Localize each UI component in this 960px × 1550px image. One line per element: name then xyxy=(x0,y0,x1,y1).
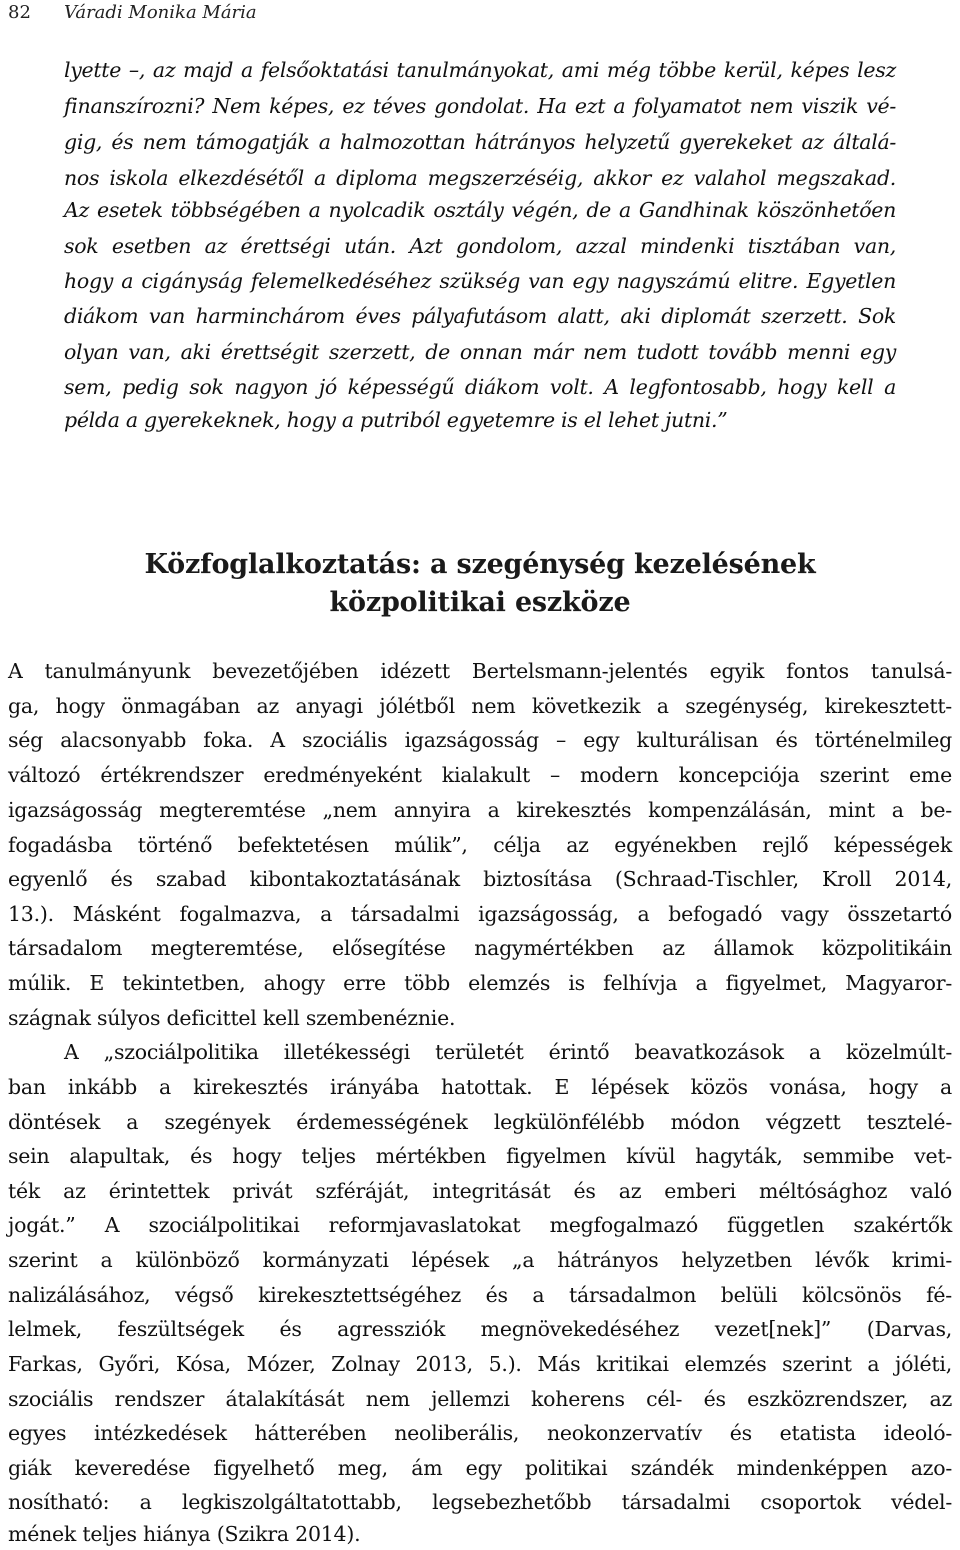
body-line: döntések a szegények érdemességének legkülönfélébb módon végzett tesztelé- xyxy=(8,1110,952,1134)
body-line: ték az érintettek privát szféráját, integritását és az emberi méltósághoz való xyxy=(8,1179,952,1203)
body-line: jogát.” A szociálpolitikai reformjavaslatokat megfogalmazó független szakértők xyxy=(8,1213,952,1237)
running-head xyxy=(8,0,257,30)
running-head-author: Váradi Monika Mária xyxy=(64,2,257,23)
body-line: szociális rendszer átalakítását nem jellemzi koherens cél- és eszközrendszer, az xyxy=(8,1387,952,1411)
body-line: mének teljes hiánya (Szikra 2014). xyxy=(8,1522,361,1546)
body-line: múlik. E tekintetben, ahogy erre több elemzés is felhívja a figyelmet, Magyaror- xyxy=(8,971,952,995)
body-line: ség alacsonyabb foka. A szociális igazságosság – egy kulturálisan és történelmileg xyxy=(8,728,952,752)
body-line: szágnak súlyos deficittel kell szembenéznie. xyxy=(8,1006,456,1030)
body-line: változó értékrendszer eredményeként kialakult – modern koncepciója szerint eme xyxy=(8,763,952,787)
body-line: szerint a különböző kormányzati lépések „a hátrányos helyzetben lévők krimi- xyxy=(8,1248,952,1272)
body-line: egyenlő és szabad kibontakoztatásának biztosítása (Schraad-Tischler, Kroll 2014, xyxy=(8,867,952,891)
body-line: ga, hogy önmagában az anyagi jólétből nem következik a szegénység, kirekesztett- xyxy=(8,694,952,718)
body-line: lelmek, feszültségek és agressziók megnövekedéséhez vezet[nek]” (Darvas, xyxy=(8,1317,952,1341)
quote-line: gig, és nem támogatják a halmozottan hátrányos helyzetű gyerekeket az általá- xyxy=(64,130,896,154)
body-line: nalizálásához, végső kirekesztettségéhez és a társadalmon belüli kölcsönös fé- xyxy=(8,1283,952,1307)
body-line: igazságosság megteremtése „nem annyira a kirekesztés kompenzálásán, mint a be- xyxy=(8,798,952,822)
body-line: A „szociálpolitika illetékességi területét érintő beavatkozások a közelmúlt- xyxy=(64,1040,952,1064)
body-line: 13.). Másként fogalmazva, a társadalmi igazságosság, a befogadó vagy összetartó xyxy=(8,902,952,926)
section-heading-line-1: Közfoglalkoztatás: a szegénység kezelésének xyxy=(144,549,816,580)
page-number: 82 xyxy=(8,2,31,23)
body-line: társadalom megteremtése, elősegítése nagymértékben az államok közpolitikáin xyxy=(8,936,952,960)
quote-line: olyan van, aki érettségit szerzett, de onnan már nem tudott tovább menni egy xyxy=(64,340,896,364)
quote-line: sem, pedig sok nagyon jó képességű diákom volt. A legfontosabb, hogy kell a xyxy=(64,375,896,399)
section-heading-line-2: közpolitikai eszköze xyxy=(329,587,631,618)
quote-line: diákom van harminchárom éves pályafutásom alatt, aki diplomát szerzett. Sok xyxy=(64,304,896,328)
quote-line: finanszírozni? Nem képes, ez téves gondolat. Ha ezt a folyamatot nem viszik vé- xyxy=(64,94,896,118)
body-line: ban inkább a kirekesztés irányába hatottak. E lépések közös vonása, hogy a xyxy=(8,1075,952,1099)
body-line: egyes intézkedések hátterében neoliberális, neokonzervatív és etatista ideoló- xyxy=(8,1421,952,1445)
quote-line: példa a gyerekeknek, hogy a putriból egyetemre is el lehet jutni.” xyxy=(64,408,728,432)
quote-line: nos iskola elkezdésétől a diploma megszerzéséig, akkor ez valahol megszakad. xyxy=(64,166,896,190)
body-line: nosítható: a legkiszolgáltatottabb, legsebezhetőbb társadalmi csoportok védel- xyxy=(8,1490,952,1514)
quote-line: lyette –, az majd a felsőoktatási tanulmányokat, ami még többe kerül, képes lesz xyxy=(64,58,896,82)
body-line: fogadásba történő befektetésen múlik”, célja az egyénekben rejlő képességek xyxy=(8,833,952,857)
quote-line: sok esetben az érettségi után. Azt gondolom, azzal mindenki tisztában van, xyxy=(64,234,896,258)
body-line: giák keveredése figyelhető meg, ám egy politikai szándék mindenképpen azo- xyxy=(8,1456,952,1480)
body-line: sein alapultak, és hogy teljes mértékben figyelmen kívül hagyták, semmibe vet- xyxy=(8,1144,952,1168)
quote-line: hogy a cigányság felemelkedéséhez szükség van egy nagyszámú elitre. Egyetlen xyxy=(64,269,896,293)
body-line: Farkas, Győri, Kósa, Mózer, Zolnay 2013, 5.). Más kritikai elemzés szerint a jóléti, xyxy=(8,1352,952,1376)
quote-line: Az esetek többségében a nyolcadik osztály végén, de a Gandhinak köszönhetően xyxy=(64,198,896,222)
body-line: A tanulmányunk bevezetőjében idézett Bertelsmann-jelentés egyik fontos tanulsá- xyxy=(8,659,952,683)
